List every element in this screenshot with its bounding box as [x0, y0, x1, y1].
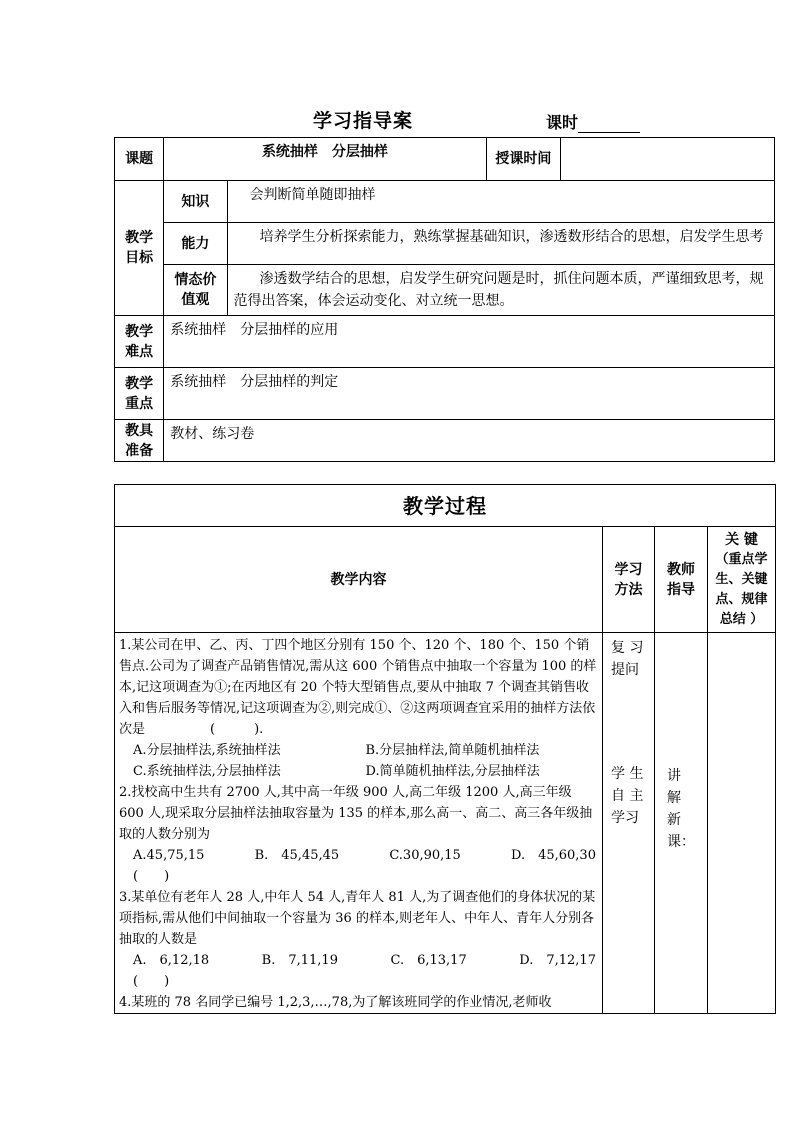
- option: D.简单随机抽样法,分层抽样法: [365, 764, 540, 779]
- option: D. 7,12,17: [519, 953, 596, 968]
- question-2: 2.找校高中生共有 2700 人,其中高一年级 900 人,高二年级 1200 人,高三年级 600 人,现采取分层抽样法抽取容量为 135 的样本,那么高一、高二、高三各年级抽取的人数分别为: [119, 785, 593, 842]
- page-title: 学习指导案: [313, 110, 414, 132]
- goal-label: 教学目标: [115, 181, 164, 316]
- col-method-header: 学习方法: [603, 527, 655, 633]
- ability-label: 能力: [164, 223, 227, 265]
- method-review: 复 习提问: [611, 640, 644, 678]
- keshi-label: 课时: [546, 113, 579, 132]
- time-value: [561, 138, 775, 181]
- question-3-options: [119, 950, 598, 971]
- tools-label: 教具准备: [115, 420, 164, 462]
- emotion-text: 渗透数学结合的思想，启发学生研究问题是时，抓住问题本质，严谨细致思考，规范得出答案，体会运动变化、对立统一思想。: [227, 265, 775, 316]
- option: B.分层抽样法,简单随机抽样法: [365, 743, 540, 758]
- teacher-cell: [655, 633, 708, 1014]
- question-1-options: [119, 740, 598, 782]
- key-label: 教学重点: [115, 368, 164, 420]
- question-1: 1.某公司在甲、乙、丙、丁四个地区分别有 150 个、120 个、180 个、150 个销售点.公司为了调查产品销售情况,需从这 600 个销售点中抽取一个容量为 100 的样本,记这项调查为①;在丙地区有 20 个特大型销售点,要从中抽取 7 个调查其销售收入和售后服务等情况,记这项调查为②,则完成①、②这两项调查宜采用的抽样方法依次是 ( ).: [119, 638, 597, 737]
- teacher-text: 讲解新课：: [667, 768, 695, 850]
- key-text: 系统抽样 分层抽样的判定: [164, 368, 775, 420]
- difficult-text: 系统抽样 分层抽样的应用: [164, 316, 775, 368]
- time-label: 授课时间: [486, 138, 560, 181]
- option: A.分层抽样法,系统抽样法: [133, 743, 281, 758]
- option: C.30,90,15: [389, 848, 461, 863]
- process-title: 教学过程: [115, 485, 776, 527]
- method-cell: [603, 633, 655, 1014]
- knowledge-label: 知识: [164, 181, 227, 223]
- keshi-field: [546, 110, 640, 133]
- key-cell: [708, 633, 776, 1014]
- keshi-blank: [578, 116, 640, 133]
- ability-text: 培养学生分析探索能力，熟练掌握基础知识，渗透数形结合的思想，启发学生思考: [227, 223, 775, 265]
- option: B. 45,45,45: [254, 848, 340, 863]
- question-2-options: [119, 845, 598, 866]
- teaching-content: [115, 633, 603, 1014]
- col-teacher-header: 教师指导: [655, 527, 708, 633]
- answer-blank: ( ): [133, 974, 170, 989]
- keti-value: 系统抽样 分层抽样: [164, 138, 486, 181]
- teaching-process-table: [114, 484, 776, 1014]
- option: C.系统抽样法,分层抽样法: [133, 764, 281, 779]
- lesson-info-table: [114, 137, 775, 462]
- option: A.45,75,15: [133, 848, 205, 863]
- option: C. 6,13,17: [390, 953, 467, 968]
- question-4: 4.某班的 78 名同学已编号 1,2,3,…,78,为了解该班同学的作业情况,老师收: [119, 995, 552, 1010]
- option: A. 6,12,18: [133, 953, 210, 968]
- emotion-label: 情态价值观: [164, 265, 227, 316]
- option: B. 7,11,19: [261, 953, 338, 968]
- knowledge-text: 会判断简单随即抽样: [227, 181, 775, 223]
- col-content-header: 教学内容: [115, 527, 603, 633]
- method-self-study: 学 生自 主学习: [611, 766, 644, 826]
- question-3: 3.某单位有老年人 28 人,中年人 54 人,青年人 81 人,为了调查他们的身体状况的某项指标,需从他们中间抽取一个容量为 36 的样本,则老年人、中年人、青年人分别各抽取的人数是: [119, 890, 596, 947]
- answer-blank: ( ): [133, 869, 170, 884]
- difficult-label: 教学难点: [115, 316, 164, 368]
- header: [0, 106, 794, 134]
- option: D. 45,60,30: [510, 848, 596, 863]
- tools-text: 教材、练习卷: [164, 420, 775, 462]
- col-key-header: 关 键 （重点学生、关键点、规律总结 ）: [708, 527, 776, 633]
- keti-label: 课题: [115, 138, 164, 181]
